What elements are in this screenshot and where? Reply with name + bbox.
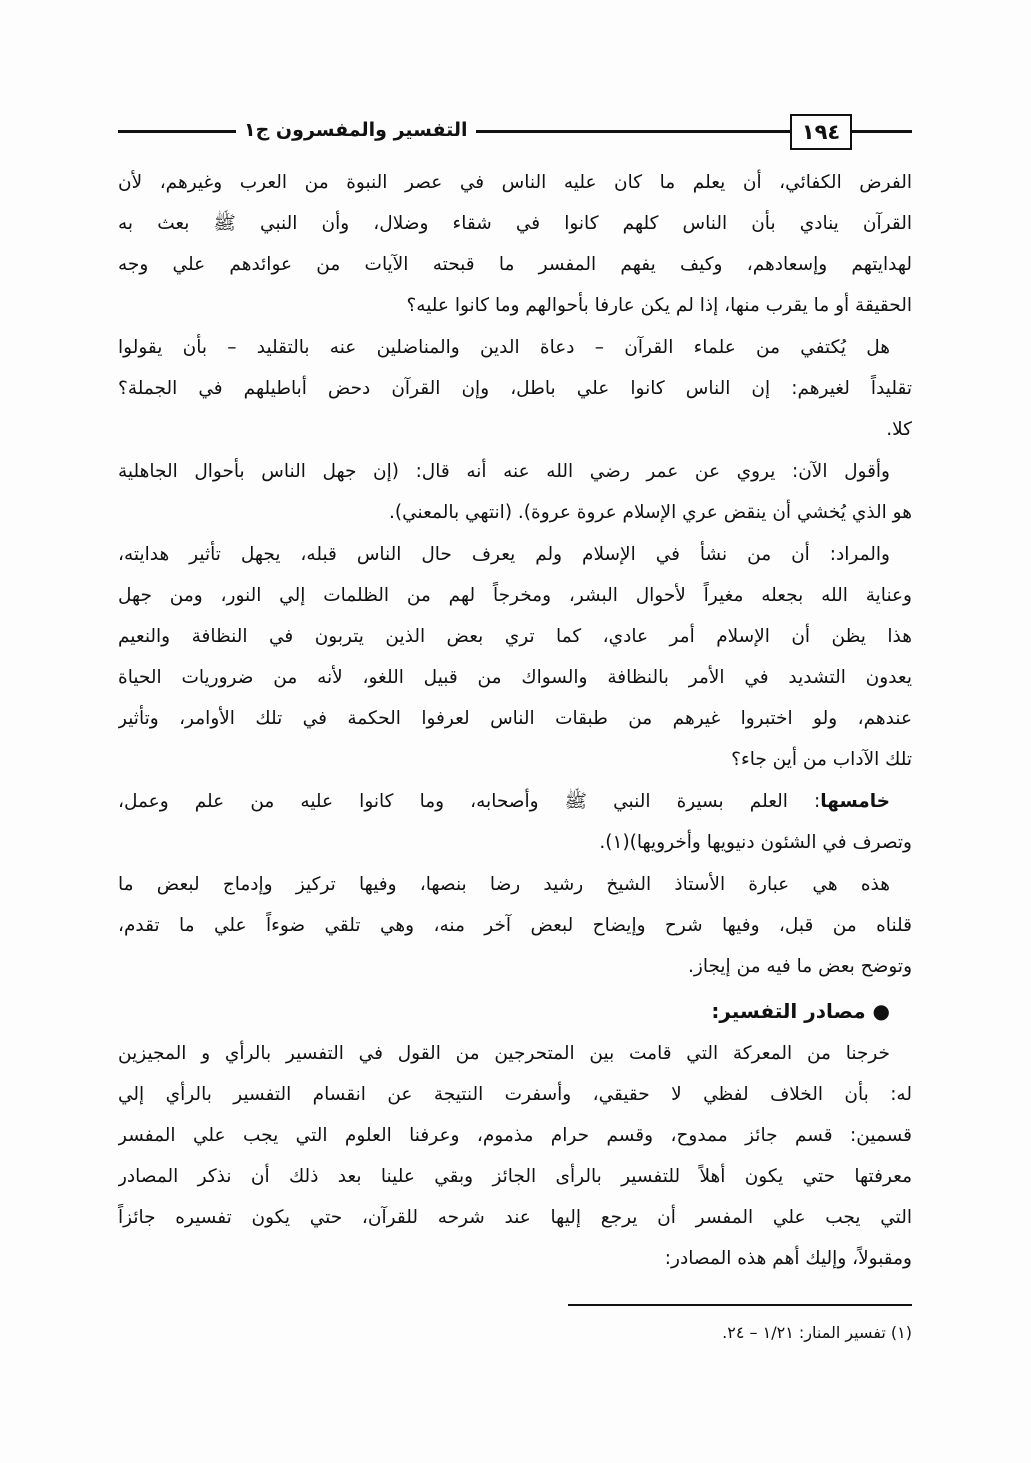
text-line: يعدون التشديد في الأمر بالنظافة والسواك من قبيل اللغو، لأنه من ضروريات الحياة (118, 667, 912, 688)
text-line: تقليداً لغيرهم: إن الناس كانوا علي باطل، وإن القرآن دحض أباطيلهم في الجملة؟ (118, 378, 912, 399)
text-line: وعناية الله بجعله مغيراً لأحوال البشر، ومخرجاً لهم من الظلمات إلي النور، ومن جهل (118, 585, 912, 606)
text-line: التي يجب علي المفسر أن يرجع إليها عند شرحه للقرآن، حتي يكون تفسيره جائزاً (118, 1207, 912, 1228)
footnote-rule (568, 1304, 912, 1306)
text-line: ومقبولاً، وإليك أهم هذه المصادر: (664, 1248, 912, 1269)
lead-word: خامسها (820, 791, 890, 812)
text-line: هل يُكتفي من علماء القرآن – دعاة الدين والمناضلين عنه بالتقليد – بأن يقولوا (118, 337, 890, 358)
text-line: والمراد: أن من نشأ في الإسلام ولم يعرف حال الناس قبله، يجهل تأثير هدايته، (118, 544, 890, 565)
text-line: القرآن ينادي بأن الناس كلهم كانوا في شقاء وضلال، وأن النبي ﷺ بعث به (118, 213, 912, 234)
section-heading: ● مصادر التفسير: (711, 999, 890, 1023)
text-line: وتصرف في الشئون دنيويها وأخرويها)(١). (599, 832, 912, 853)
footnote: (١) تفسير المنار: ١/٢١ – ٢٤. (722, 1323, 912, 1342)
text-line: تلك الآداب من أين جاء؟ (731, 749, 912, 770)
text-line: هذا يظن أن الإسلام أمر عادي، كما تري بعض الذين يتربون في النظافة والنعيم (118, 626, 912, 647)
text-line: كلا. (886, 419, 912, 440)
page-number: ١٩٤ (790, 114, 852, 150)
text-line: قسمين: قسم جائز ممدوح، وقسم حرام مذموم، وعرفنا العلوم التي يجب علي المفسر (118, 1125, 912, 1146)
text-line: قلناه من قبل، وفيها شرح وإيضاح لبعض آخر منه، وهي تلقي ضوءاً علي ما تقدم، (118, 915, 912, 936)
text-line: خرجنا من المعركة التي قامت بين المتحرجين من القول في التفسير بالرأي و المجيزين (118, 1043, 890, 1064)
running-title: التفسير والمفسرون ج١ (236, 113, 476, 147)
text-line: لهدايتهم وإسعادهم، وكيف يفهم المفسر ما قبحته الآيات من عوائدهم علي وجه (118, 254, 912, 275)
text-line: عندهم، ولو اختبروا غيرهم من طبقات الناس لعرفوا الحكمة في تلك الأوامر، وتأثير (118, 708, 912, 729)
text-line: هذه هي عبارة الأستاذ الشيخ رشيد رضا بنصها، وفيها تركيز وإدماج لبعض ما (118, 874, 890, 895)
text-line: هو الذي يُخشي أن ينقض عري الإسلام عروة عروة). (انتهي بالمعني). (388, 502, 912, 523)
text-line: له: بأن الخلاف لفظي لا حقيقي، وأسفرت النتيجة عن انقسام التفسير بالرأي إلي (118, 1084, 912, 1105)
text-line: وأقول الآن: يروي عن عمر رضي الله عنه أنه قال: (إن جهل الناس بأحوال الجاهلية (118, 461, 890, 482)
text-line (118, 782, 912, 822)
line-text: : العلم بسيرة النبي ﷺ وأصحابه، وما كانوا عليه من علم وعمل، (118, 791, 821, 812)
text-line: الفرض الكفائي، أن يعلم ما كان عليه الناس في عصر النبوة من العرب وغيرهم، لأن (118, 172, 912, 193)
text-line: الحقيقة أو ما يقرب منها، إذا لم يكن عارفا بأحوالهم وما كانوا عليه؟ (406, 295, 912, 316)
text-line: وتوضح بعض ما فيه من إيجاز. (688, 956, 912, 977)
text-line: معرفتها حتي يكون أهلاً للتفسير بالرأى الجائز وبقي علينا بعد ذلك أن نذكر المصادر (118, 1166, 912, 1187)
